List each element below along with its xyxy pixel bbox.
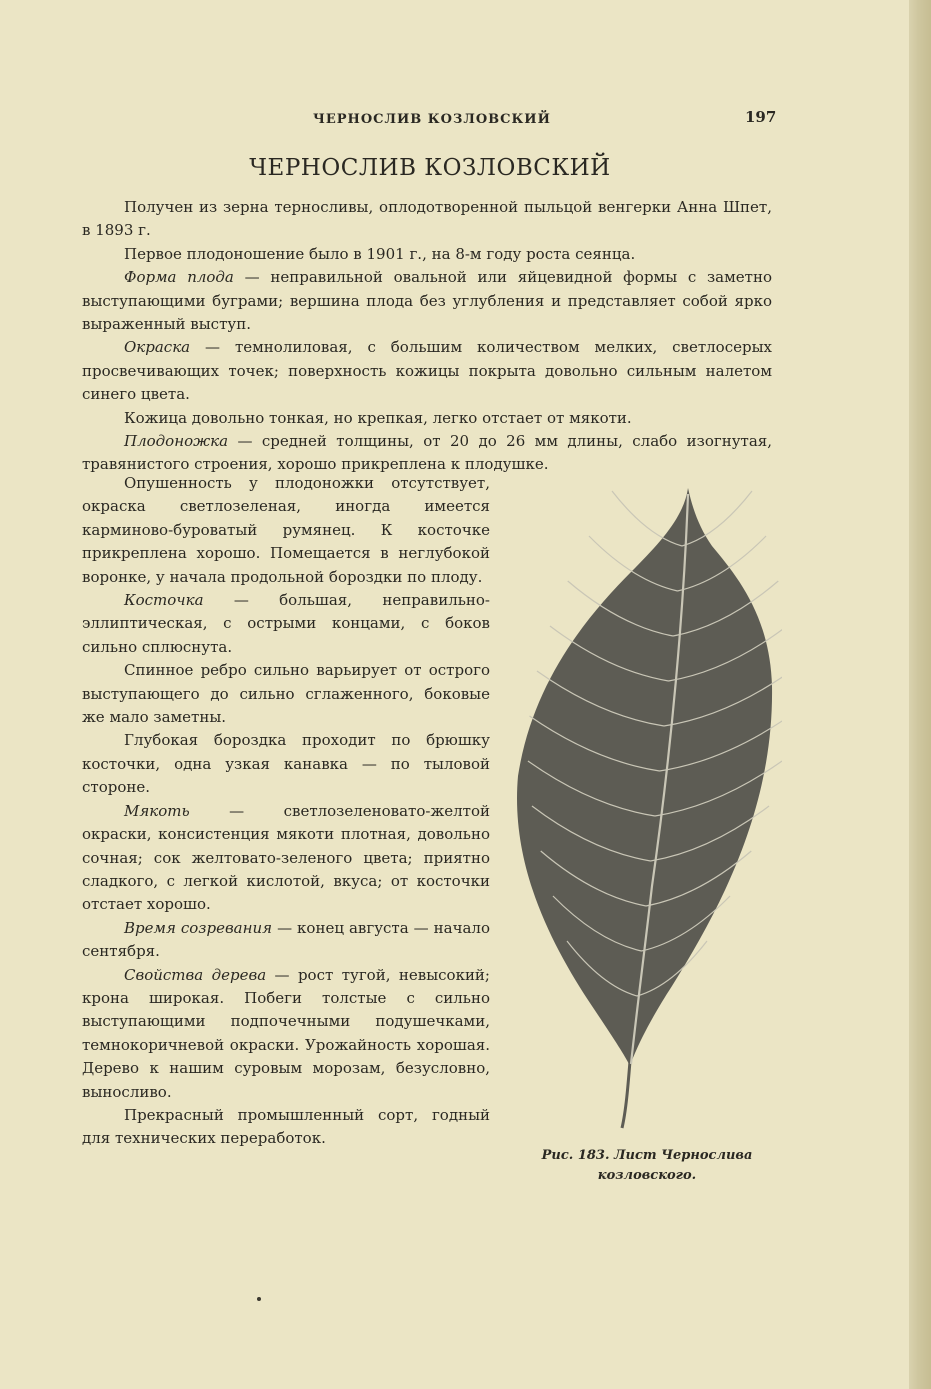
paragraph-conclusion: Прекрасный промышленный сорт, годный для технических переработок. [82, 1105, 490, 1148]
figure-caption [512, 1146, 782, 1186]
print-speck [257, 1297, 261, 1301]
leaf-illustration [512, 486, 782, 1138]
paragraph-first-fruiting: Первое плодоношение было в 1901 г., на 8-м году роста сеянца. [124, 244, 636, 263]
leaf-stem [622, 1061, 630, 1128]
paragraph-flesh: Мякоть — светлозеленовато-желтой окраски, консистенция мякоти плотная, довольно сочная; сок желтовато-зеленого цвета; приятно сладкого, с легкой кислотой, вкуса; от косточки отстает хорошо. [82, 801, 490, 914]
leaf-blade [517, 488, 772, 1066]
paragraph-stone: Косточка — большая, неправильно-эллиптическая, с острыми концами, с боков сильно сплюснута. [82, 591, 490, 656]
paragraph-ripening: Время созревания — конец августа — начало сентября. [82, 918, 490, 961]
paragraph-tree-properties: Свойства дерева — рост тугой, невысокий; крона широкая. Побеги толстые с сильно выступающими подпочечными подушечками, темнокоричневой окраски. Урожайность хорошая. Дерево к нашим суровым морозам, безусловно, выносливо. [82, 965, 490, 1101]
left-text-column [82, 472, 490, 1151]
paragraph-dorsal-rib: Спинное ребро сильно варьирует от острого выступающего до сильно сглаженного, боковые же мало заметны. [82, 661, 490, 727]
page-edge [909, 0, 931, 1389]
caption-line-1: Рис. 183. Лист Чернослива [541, 1148, 753, 1163]
paragraph-stalk: Плодоножка — средней толщины, от 20 до 26 мм длины, слабо изогнутая, травянистого строения, хорошо прикреплена к плодушке. [82, 432, 772, 474]
page-title: ЧЕРНОСЛИВ КОЗЛОВСКИЙ [249, 155, 611, 181]
paragraph-skin: Кожица довольно тонкая, но крепкая, легко отстает от мякоти. [124, 408, 632, 427]
page-number: 197 [745, 108, 777, 126]
paragraph-pubescence: Опушенность у плодоножки отсутствует, окраска светлозеленая, иногда имеется карминово-буроватый румянец. К косточке прикреплена хорошо. Помещается в неглубокой воронке, у начала продольной бороздки по плоду. [82, 474, 490, 586]
paragraph-origin: Получен из зерна терносливы, оплодотворенной пыльцой венгерки Анна Шпет, в 1893 г. [82, 198, 772, 240]
leaf-figure [512, 486, 782, 1138]
paragraph-groove: Глубокая бороздка проходит по брюшку косточки, одна узкая канавка — по тыловой стороне. [82, 731, 490, 797]
paragraph-color: Окраска — темнолиловая, с большим количеством мелких, светлосерых просвечивающих точек; поверхность кожицы покрыта довольно сильным налетом синего цвета. [82, 338, 772, 404]
top-text-block [82, 196, 772, 477]
paragraph-fruit-shape: Форма плода — неправильной овальной или яйцевидной формы с заметно выступающими буграми; вершина плода без углубления и представляет собой ярко выраженный выступ. [82, 268, 772, 334]
page-header [0, 108, 931, 132]
caption-line-2: козловского. [597, 1168, 697, 1183]
running-head: ЧЕРНОСЛИВ КОЗЛОВСКИЙ [313, 112, 551, 127]
